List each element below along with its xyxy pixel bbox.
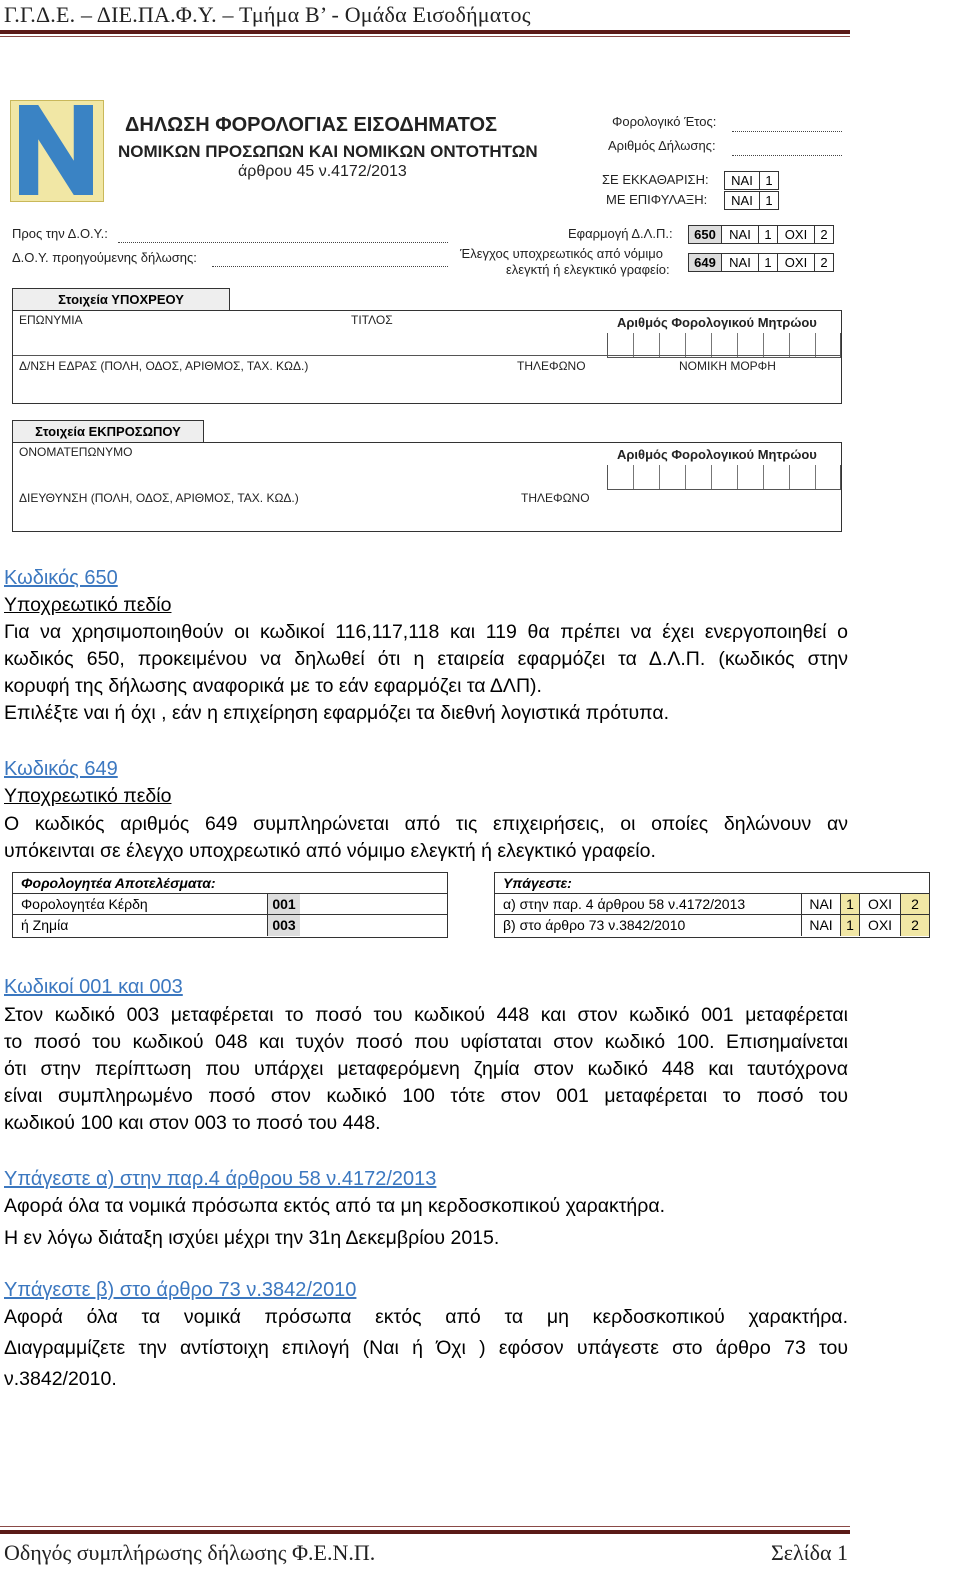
form-subtitle: ΝΟΜΙΚΩΝ ΠΡΟΣΩΠΩΝ ΚΑΙ ΝΟΜΙΚΩΝ ΟΝΤΟΤΗΤΩΝ — [118, 142, 538, 161]
section-001-line: ότι στην περίπτωση που υπάρχει μεταφερόμενη ζημία στον κωδικό 448 και ταυτόχρονα — [4, 1058, 848, 1080]
section-001-line: είναι συμπληρωμένο ποσό στον κωδικό 100 τότε στον 001 μεταφέρεται το ποσό του — [4, 1085, 848, 1107]
afm-cell — [815, 333, 816, 357]
title-label: ΤΙΤΛΟΣ — [351, 313, 393, 327]
row-b-one: 1 — [840, 915, 859, 936]
audit-yes[interactable]: ΝΑΙ — [721, 253, 759, 272]
code-650-box: 650 — [688, 225, 722, 244]
section-649-line: υπόκεινται σε έλεγχο υποχρεωτικό από νόμιμο ελεγκτή ή ελεγκτικό γραφείο. — [4, 840, 656, 862]
afm-cell — [633, 465, 634, 489]
afm-cell — [789, 333, 790, 357]
form-logo — [10, 100, 104, 202]
section-001-line: το ποσό του κωδικού 048 και τυχόν ποσό που υφίσταται στον κωδικό 100. Επισημαίνεται — [4, 1031, 848, 1053]
row-a-yes[interactable]: ΝΑΙ — [801, 894, 840, 915]
profit-label: Φορολογητέα Κέρδη — [21, 896, 148, 912]
afm-cell — [685, 465, 686, 489]
audit-no[interactable]: ΟΧΙ — [777, 253, 815, 272]
section-001-heading[interactable]: Κωδικοί 001 και 003 — [4, 976, 183, 998]
afm-cell — [763, 465, 764, 489]
tax-form-image — [10, 100, 848, 536]
phone-label: ΤΗΛΕΦΩΝΟ — [517, 359, 586, 373]
row-a-two: 2 — [900, 894, 929, 915]
code-003-box: 003 — [267, 915, 300, 936]
footer-rule — [0, 1530, 850, 1534]
rep-phone-label: ΤΗΛΕΦΩΝΟ — [521, 491, 590, 505]
ifrs-two: 2 — [814, 225, 834, 244]
afm-cell — [633, 333, 634, 357]
header-rule-thin — [0, 36, 850, 37]
subject-row-a — [495, 893, 929, 915]
subject-row-b-label: β) στο άρθρο 73 ν.3842/2010 — [503, 917, 686, 933]
to-doy-field[interactable] — [118, 241, 448, 243]
liquidation-one: 1 — [759, 171, 779, 190]
section-a-line: Αφορά όλα τα νομικά πρόσωπα εκτός από τα μη κερδοσκοπικού χαρακτήρα. — [4, 1195, 666, 1217]
afm-cell — [815, 465, 816, 489]
section-649-heading[interactable]: Κωδικός 649 — [4, 758, 118, 780]
afm-cell — [685, 333, 686, 357]
afm-cell — [763, 333, 764, 357]
afm-cell — [737, 333, 738, 357]
row-b-no[interactable]: ΟΧΙ — [859, 915, 900, 936]
subject-table — [494, 872, 930, 938]
afm-cell — [711, 465, 712, 489]
loss-label: ή Ζημία — [21, 917, 69, 933]
afm-cell — [711, 333, 712, 357]
to-doy-label: Προς την Δ.Ο.Υ.: — [12, 226, 108, 241]
representative-tab: Στοιχεία ΕΚΠΡΟΣΩΠΟΥ — [12, 420, 204, 443]
section-650-line: κορυφή της δήλωσης αναφορικά με το εάν εφαρμόζει τα ΔΛΠ). — [4, 675, 542, 697]
ifrs-yes[interactable]: ΝΑΙ — [721, 225, 759, 244]
page-number: Σελίδα 1 — [770, 1540, 848, 1565]
decl-no-label: Αριθμός Δήλωσης: — [608, 138, 716, 153]
n-logo-icon — [19, 105, 93, 195]
form-article: άρθρου 45 ν.4172/2013 — [238, 163, 407, 180]
section-650-line: Επιλέξτε ναι ή όχι , εάν η επιχείρηση εφαρμόζει τα διεθνή λογιστικά πρότυπα. — [4, 702, 670, 724]
prev-doy-field[interactable] — [212, 265, 448, 267]
subject-row-b — [495, 914, 929, 936]
obligor-panel — [12, 310, 842, 404]
prev-doy-label: Δ.Ο.Υ. προηγούμενης δήλωσης: — [12, 250, 197, 265]
section-650-heading[interactable]: Κωδικός 650 — [4, 567, 118, 589]
section-b-heading[interactable]: Υπάγεστε β) στο άρθρο 73 ν.3842/2010 — [4, 1279, 357, 1301]
tax-year-label: Φορολογικό Έτος: — [612, 114, 717, 129]
section-b-line: Διαγραμμίζετε την αντίστοιχη επιλογή (Ναι ή Όχι ) εφόσον υπάγεστε στο άρθρο 73 του — [4, 1337, 848, 1359]
liquidation-yes[interactable]: ΝΑΙ — [724, 171, 760, 190]
section-a-line: Η εν λόγω διάταξη ισχύει μέχρι την 31η Δεκεμβρίου 2015. — [4, 1227, 500, 1249]
liquidation-label: ΣΕ ΕΚΚΑΘΑΡΙΣΗ: — [602, 172, 709, 187]
header-rule — [0, 30, 850, 34]
afm-cell — [659, 465, 660, 489]
section-650-sub: Υποχρεωτικό πεδίο — [4, 594, 172, 616]
audit-label-1: Έλεγχος υποχρεωτικός από νόμιμο — [460, 246, 663, 261]
afm-cell — [789, 465, 790, 489]
section-b-line: ν.3842/2010. — [4, 1368, 117, 1390]
subject-header: Υπάγεστε: — [503, 875, 572, 891]
section-001-line: κωδικού 100 και στον 003 το ποσό του 448. — [4, 1112, 381, 1134]
footer-rule-thin — [0, 1526, 850, 1527]
hq-address-label: Δ/ΝΣΗ ΕΔΡΑΣ (ΠΟΛΗ, ΟΔΟΣ, ΑΡΙΘΜΟΣ, ΤΑΧ. ΚΩΔ.) — [19, 359, 309, 373]
ifrs-no[interactable]: ΟΧΙ — [777, 225, 815, 244]
row-b-two: 2 — [900, 915, 929, 936]
section-b-line: Αφορά όλα τα νομικά πρόσωπα εκτός από τα μη κερδοσκοπικού χαρακτήρα. — [4, 1306, 848, 1328]
ifrs-one: 1 — [758, 225, 778, 244]
profit-row — [13, 893, 447, 915]
afm-label: Αριθμός Φορολογικού Μητρώου — [617, 315, 817, 330]
subject-row-a-label: α) στην παρ. 4 άρθρου 58 ν.4172/2013 — [503, 896, 746, 912]
results-header: Φορολογητέα Αποτελέσματα: — [21, 875, 216, 891]
page-header-title: Γ.Γ.Δ.Ε. – ΔΙΕ.ΠΑ.Φ.Υ. – Τμήμα Β’ - Ομάδα Εισοδήματος — [4, 2, 531, 27]
rep-address-label: ΔΙΕΥΘΥΝΣΗ (ΠΟΛΗ, ΟΔΟΣ, ΑΡΙΘΜΟΣ, ΤΑΧ. ΚΩΔ.) — [19, 491, 299, 505]
representative-panel — [12, 442, 842, 532]
section-649-sub: Υποχρεωτικό πεδίο — [4, 785, 172, 807]
name-label: ΕΠΩΝΥΜΙΑ — [19, 313, 83, 327]
results-table — [12, 872, 448, 938]
code-001-box: 001 — [267, 894, 300, 915]
audit-label-2: ελεγκτή ή ελεγκτικό γραφείο: — [506, 262, 670, 277]
section-650-line: κωδικός 650, προκειμένου να δηλωθεί ότι η εταιρεία εφαρμόζει τα Δ.Λ.Π. (κωδικός στην — [4, 648, 848, 670]
fullname-label: ΟΝΟΜΑΤΕΠΩΝΥΜΟ — [19, 445, 133, 459]
loss-row — [13, 914, 447, 936]
reserve-one: 1 — [759, 191, 779, 210]
ifrs-label: Εφαρμογή Δ.Λ.Π.: — [568, 226, 673, 241]
section-a-heading[interactable]: Υπάγεστε α) στην παρ.4 άρθρου 58 ν.4172/2013 — [4, 1168, 437, 1190]
audit-one: 1 — [758, 253, 778, 272]
footer-title: Οδηγός συμπλήρωσης δήλωσης Φ.Ε.Ν.Π. — [4, 1540, 376, 1565]
afm-cell — [659, 333, 660, 357]
divider — [13, 355, 841, 356]
tax-year-field[interactable] — [732, 130, 842, 132]
rep-afm-grid[interactable] — [607, 465, 841, 490]
section-001-line: Στον κωδικό 003 μεταφέρεται το ποσό του κωδικού 448 και στον κωδικό 001 μεταφέρεται — [4, 1004, 848, 1026]
decl-no-field[interactable] — [732, 154, 842, 156]
section-649-line: Ο κωδικός αριθμός 649 συμπληρώνεται από τις επιχειρήσεις, οι οποίες δηλώνουν αν — [4, 813, 848, 835]
row-b-yes[interactable]: ΝΑΙ — [801, 915, 840, 936]
legal-form-label: ΝΟΜΙΚΗ ΜΟΡΦΗ — [679, 359, 776, 373]
form-title: ΔΗΛΩΣΗ ΦΟΡΟΛΟΓΙΑΣ ΕΙΣΟΔΗΜΑΤΟΣ — [125, 114, 498, 136]
afm-cell — [737, 465, 738, 489]
reserve-yes[interactable]: ΝΑΙ — [724, 191, 760, 210]
audit-two: 2 — [814, 253, 834, 272]
obligor-tab: Στοιχεία ΥΠΟΧΡΕΟΥ — [12, 288, 230, 311]
row-a-one: 1 — [840, 894, 859, 915]
rep-afm-label: Αριθμός Φορολογικού Μητρώου — [617, 447, 817, 462]
row-a-no[interactable]: ΟΧΙ — [859, 894, 900, 915]
code-649-box: 649 — [688, 253, 722, 272]
section-650-line: Για να χρησιμοποιηθούν οι κωδικοί 116,117,118 και 119 θα πρέπει να έχει ενεργοποιηθεί ο — [4, 621, 848, 643]
reserve-label: ΜΕ ΕΠΙΦΥΛΑΞΗ: — [606, 192, 708, 207]
